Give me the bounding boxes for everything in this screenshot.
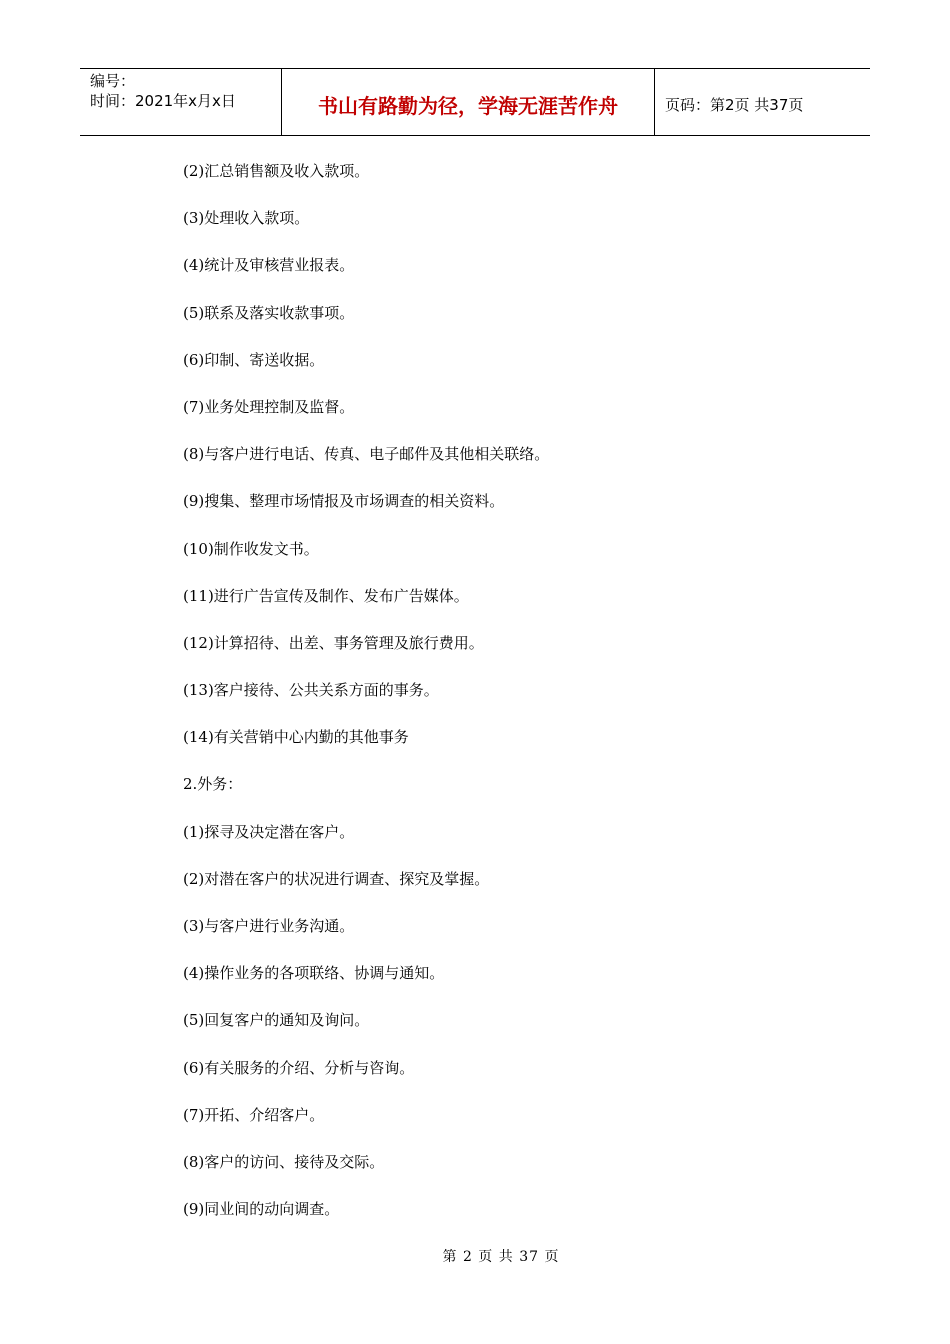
list-item: (4)操作业务的各项联络、协调与通知。	[183, 964, 445, 983]
document-time-label: 时间：2021年x月x日	[90, 92, 236, 110]
list-item: (9)搜集、整理市场情报及市场调查的相关资料。	[183, 492, 505, 511]
list-item: (1)探寻及决定潜在客户。	[183, 822, 355, 841]
list-item: (7)业务处理控制及监督。	[183, 397, 355, 416]
list-item: (7)开拓、介绍客户。	[183, 1105, 325, 1124]
list-item: (5)联系及落实收款事项。	[183, 303, 355, 322]
list-item: (3)处理收入款项。	[183, 209, 310, 228]
list-item: (8)与客户进行电话、传真、电子邮件及其他相关联络。	[183, 445, 550, 464]
list-item: (8)客户的访问、接待及交际。	[183, 1152, 385, 1171]
list-item: (3)与客户进行业务沟通。	[183, 917, 355, 935]
list-item: (6)有关服务的介绍、分析与咨询。	[183, 1058, 415, 1077]
list-item: (13)客户接待、公共关系方面的事务。	[183, 681, 439, 700]
header-meta	[80, 69, 282, 135]
document-number-label: 编号：	[90, 72, 136, 90]
list-item: (2)汇总销售额及收入款项。	[183, 162, 370, 180]
list-item: (4)统计及审核营业报表。	[183, 256, 355, 275]
page-footer: 第 2 页 共 37 页	[442, 1249, 560, 1265]
page-header	[80, 68, 870, 136]
document-body	[183, 159, 823, 1244]
header-motto: 书山有路勤为径，学海无涯苦作舟	[282, 69, 655, 135]
list-item: (2)对潜在客户的状况进行调查、探究及掌握。	[183, 869, 490, 888]
list-item: (9)同业间的动向调查。	[183, 1200, 340, 1219]
list-item: (14)有关营销中心内勤的其他事务	[183, 728, 409, 747]
header-page-info: 页码：第2页 共37页	[665, 95, 804, 114]
list-item: (12)计算招待、出差、事务管理及旅行费用。	[183, 633, 484, 652]
list-item: (6)印制、寄送收据。	[183, 350, 325, 369]
section-heading: 2.外务：	[183, 775, 243, 794]
list-item: (5)回复客户的通知及询问。	[183, 1011, 370, 1030]
list-item: (10)制作收发文书。	[183, 539, 319, 558]
list-item: (11)进行广告宣传及制作、发布广告媒体。	[183, 586, 469, 605]
